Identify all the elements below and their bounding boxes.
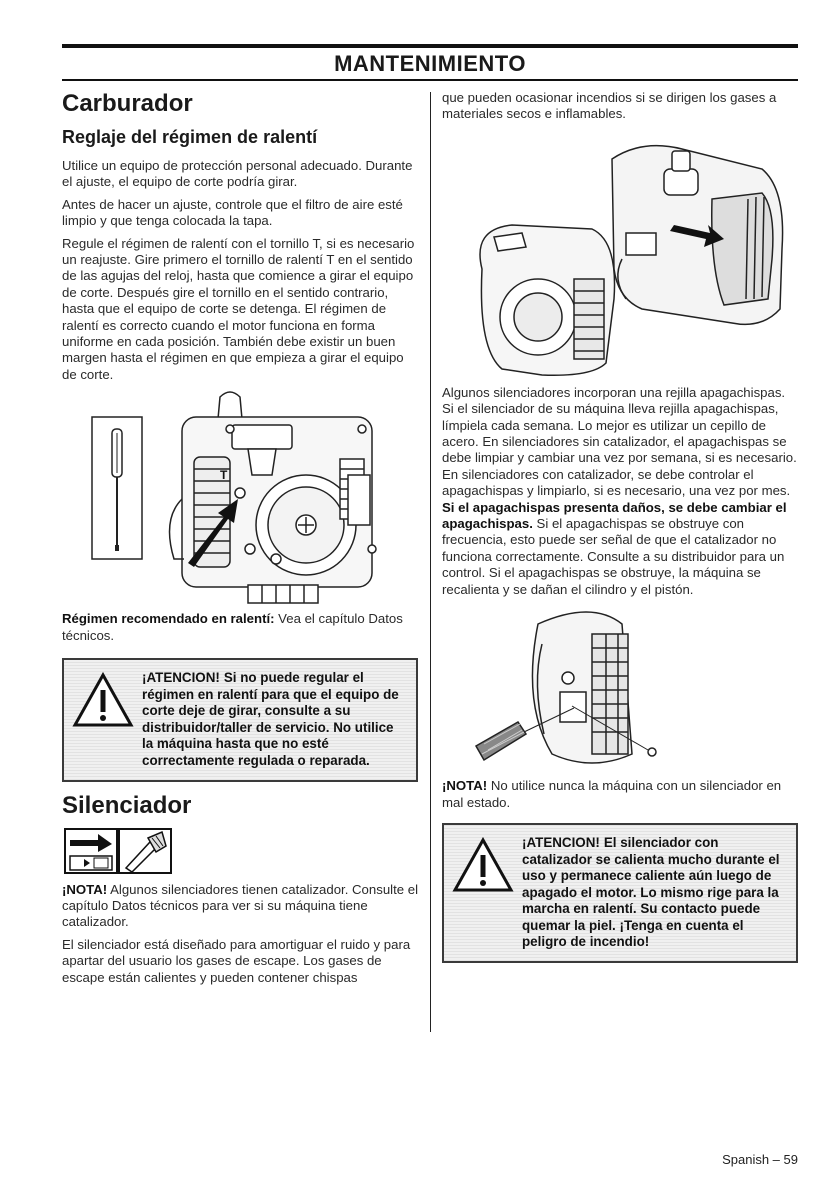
- recommended-idle-label: Régimen recomendado en ralentí:: [62, 611, 275, 627]
- warning-text-catalyst: [522, 835, 788, 951]
- spark-arrestor-screen-icon: [476, 722, 526, 760]
- carburetor-adjustment-illustration: [62, 389, 418, 607]
- spark-arrestor-illustration: [442, 604, 798, 774]
- paragraph-muffler-purpose: El silenciador está diseñado para amortiguar el ruido y para apartar del usuario los gases de escape. Los gases de escape están calientes y pueden contener chispas: [62, 936, 411, 985]
- column-divider: [430, 92, 431, 1032]
- header-top-rule: [62, 44, 798, 48]
- engine-drawing: [170, 392, 377, 603]
- warning-box-idle: [62, 658, 418, 782]
- muffler-cleaning-icons: [64, 828, 184, 874]
- paragraph-spark-arrestor: [442, 385, 798, 598]
- page-number: Spanish – 59: [722, 1152, 798, 1167]
- note-text-left: Algunos silenciadores tienen catalizador. Consulte el capítulo Datos técnicos para ver si su máquina tiene catalizador.: [62, 881, 419, 930]
- idle-adjust-heading: Reglaje del régimen de ralentí: [62, 127, 318, 147]
- right-column: [442, 90, 798, 973]
- carburetor-heading: Carburador: [62, 90, 193, 117]
- section-title: MANTENIMIENTO: [334, 51, 526, 76]
- engine-muffler-drawing: [480, 145, 783, 375]
- recommended-idle-text: Vea el capítulo Datos técnicos.: [62, 611, 403, 643]
- paragraph-protection: Utilice un equipo de protección personal adecuado. Durante el ajuste, el equipo de corte podría girar.: [62, 158, 413, 190]
- header-bottom-rule: [62, 79, 798, 81]
- warning-lead-idle: ¡ATENCION!: [142, 670, 220, 686]
- idle-screw-label: T: [220, 468, 228, 483]
- recommended-idle: [62, 611, 418, 644]
- paragraph-filter: Antes de hacer un ajuste, controle que el filtro de aire esté limpio y que tenga colocada la tapa.: [62, 196, 403, 229]
- warning-box-catalyst: [442, 823, 798, 963]
- muffler-engine-illustration: [442, 129, 798, 379]
- warning-lead-catalyst: ¡ATENCION!: [522, 834, 600, 850]
- page-header: [62, 44, 798, 81]
- muffler-drawing: [532, 612, 632, 763]
- spark-arrestor-text: Algunos silenciadores incorporan una rejilla apagachispas. Si el silenciador de su máquina lleva rejilla apagachispas, límpiela cada semana. Lo mejor es utilizar un cepillo de acero. En silenciadores sin catalizador, el apagachispas se debe limpiar y cambiar una vez por semana, si es necesario. En silenciadores con catalizador, se debe controlar el apagachispas y limpiarlo, si es necesario, una vez por mes.: [442, 384, 797, 499]
- warning-triangle-icon: [72, 672, 134, 728]
- warning-body-idle: Si no puede regular el régimen en ralentí para que el equipo de corte deje de girar, consulte a su distribuidor/taller de servicio. No utilice la máquina hasta que no esté correctamente regulada o reparada.: [142, 670, 399, 769]
- muffler-heading: Silenciador: [62, 791, 192, 819]
- warning-text-idle: [142, 670, 408, 770]
- warning-body-catalyst: El silenciador con catalizador se calienta mucho durante el uso y permanece caliente aún luego de apagado el motor. Lo mismo rige para la marcha en ralentí. Su contacto puede quemar la piel. ¡Tenga en cuenta el peligro de incendio!: [522, 834, 780, 950]
- note-catalyst: [62, 882, 418, 931]
- note-label-left: ¡NOTA!: [62, 881, 108, 897]
- note-damaged-muffler: [442, 778, 798, 811]
- paragraph-fire-risk: que pueden ocasionar incendios si se dirigen los gases a materiales secos e inflamables.: [442, 90, 777, 122]
- paragraph-idle-procedure: Regule el régimen de ralentí con el tornillo T, si es necesario un reajuste. Gire primero el tornillo de ralentí T en el sentido de las agujas del reloj, hasta que comience a girar el equipo de corte. Después gire el tornillo en el sentido contrario, hasta que el equipo de corte se detenga. El régimen de ralentí es correcto cuando el motor funciona en forma uniforme en cada posición. También debe existir un buen margen hasta el régimen en que empieza a girar el equipo de corte.: [62, 235, 415, 382]
- spark-arrestor-tail: Si el apagachispas se obstruye con frecuencia, esto puede ser señal de que el catalizador no funciona correctamente. Consulte a su distribuidor para un control. Si el apagachispas se obstruye, la máquina se recalienta y se dañan el cilindro y el pistón.: [442, 516, 785, 597]
- warning-triangle-icon: [452, 837, 514, 893]
- spark-arrestor-warning: Si el apagachispas presenta daños, se debe cambiar el apagachispas.: [442, 499, 787, 532]
- idle-screw-t: [235, 488, 245, 498]
- note-label-right: ¡NOTA!: [442, 778, 488, 794]
- left-column: [62, 90, 418, 992]
- note-text-right: No utilice nunca la máquina con un silenciador en mal estado.: [442, 778, 782, 810]
